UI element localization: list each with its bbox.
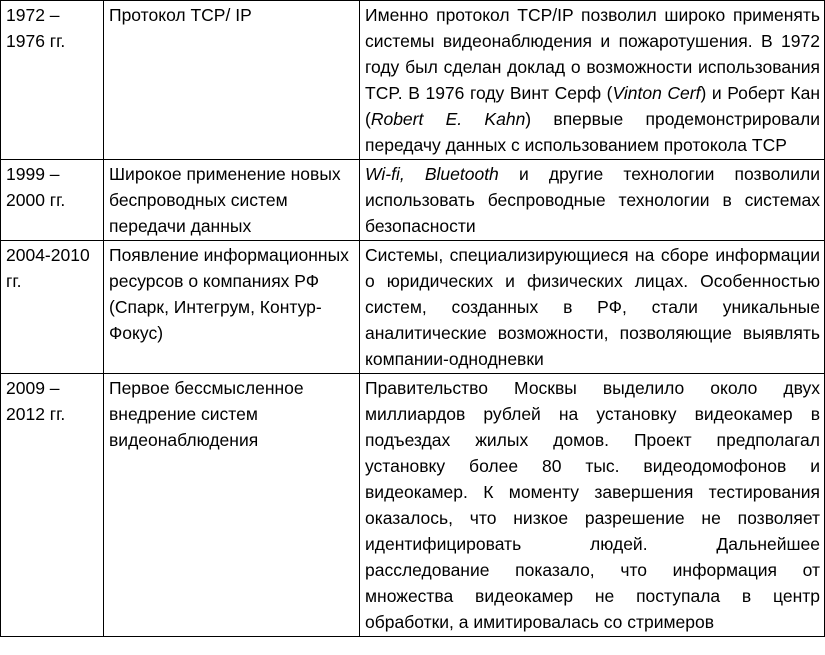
event-cell <box>104 374 360 637</box>
description-text <box>365 378 820 632</box>
event-text: Широкое применение новых беспроводных систем передачи данных <box>109 164 341 236</box>
description-segment-italic: Wi-fi, Bluetooth <box>365 164 499 184</box>
description-cell <box>360 241 825 374</box>
period-text: 2004-2010 гг. <box>6 245 90 291</box>
description-text <box>365 5 820 155</box>
description-segment: Именно протокол TCP/IP позволил широко применять системы видеонаблюдения и пожаротушения. В 1972 году был сделан доклад о возможности использования TCP. В 1976 году Винт Серф ( <box>365 5 820 103</box>
description-segment: Системы, специализирующиеся на сборе информации о юридических и физических лицах. Особенностью систем, созданных в РФ, стали уникальные аналитические возможности, позволяющие выявлять компании-однодневки <box>365 245 820 369</box>
event-cell <box>104 241 360 374</box>
period-cell <box>1 374 104 637</box>
period-text: 1999 – 2000 гг. <box>6 164 66 210</box>
description-text <box>365 245 820 369</box>
description-segment-italic: Vinton Cerf <box>612 83 701 103</box>
period-cell <box>1 160 104 241</box>
event-text: Появление информационных ресурсов о компаниях РФ (Спарк, Интегрум, Контур-Фокус) <box>109 245 349 343</box>
description-segment-italic: Robert E. Kahn <box>370 109 526 129</box>
description-cell <box>360 160 825 241</box>
description-segment: ) впервые продемонстрировали передачу данных с использованием протокола TCP <box>365 109 820 155</box>
description-segment: ) и Роберт Кан ( <box>365 83 820 129</box>
period-cell <box>1 1 104 160</box>
event-cell <box>104 160 360 241</box>
event-text: Первое бессмысленное внедрение систем видеонаблюдения <box>109 378 304 450</box>
table-row <box>1 241 825 374</box>
table-row <box>1 160 825 241</box>
period-text: 1972 – 1976 гг. <box>6 5 66 51</box>
description-cell <box>360 374 825 637</box>
description-text <box>365 164 820 236</box>
event-text: Протокол TCP/ IP <box>109 5 252 25</box>
description-cell <box>360 1 825 160</box>
event-cell <box>104 1 360 160</box>
description-segment: и другие технологии позволили использовать беспроводные технологии в системах безопасности <box>365 164 820 236</box>
description-segment: Правительство Москвы выделило около двух миллиардов рублей на установку видеокамер в подъездах жилых домов. Проект предполагал установку более 80 тыс. видеодомофонов и видеокамер. К моменту завершения тестирования оказалось, что низкое разрешение не позволяет идентифицировать людей. Дальнейшее расследование показало, что информация от множества видеокамер не поступала в центр обработки, а имитировалась со стримеров <box>365 378 820 632</box>
table-row <box>1 1 825 160</box>
period-text: 2009 – 2012 гг. <box>6 378 66 424</box>
table-row <box>1 374 825 637</box>
period-cell <box>1 241 104 374</box>
